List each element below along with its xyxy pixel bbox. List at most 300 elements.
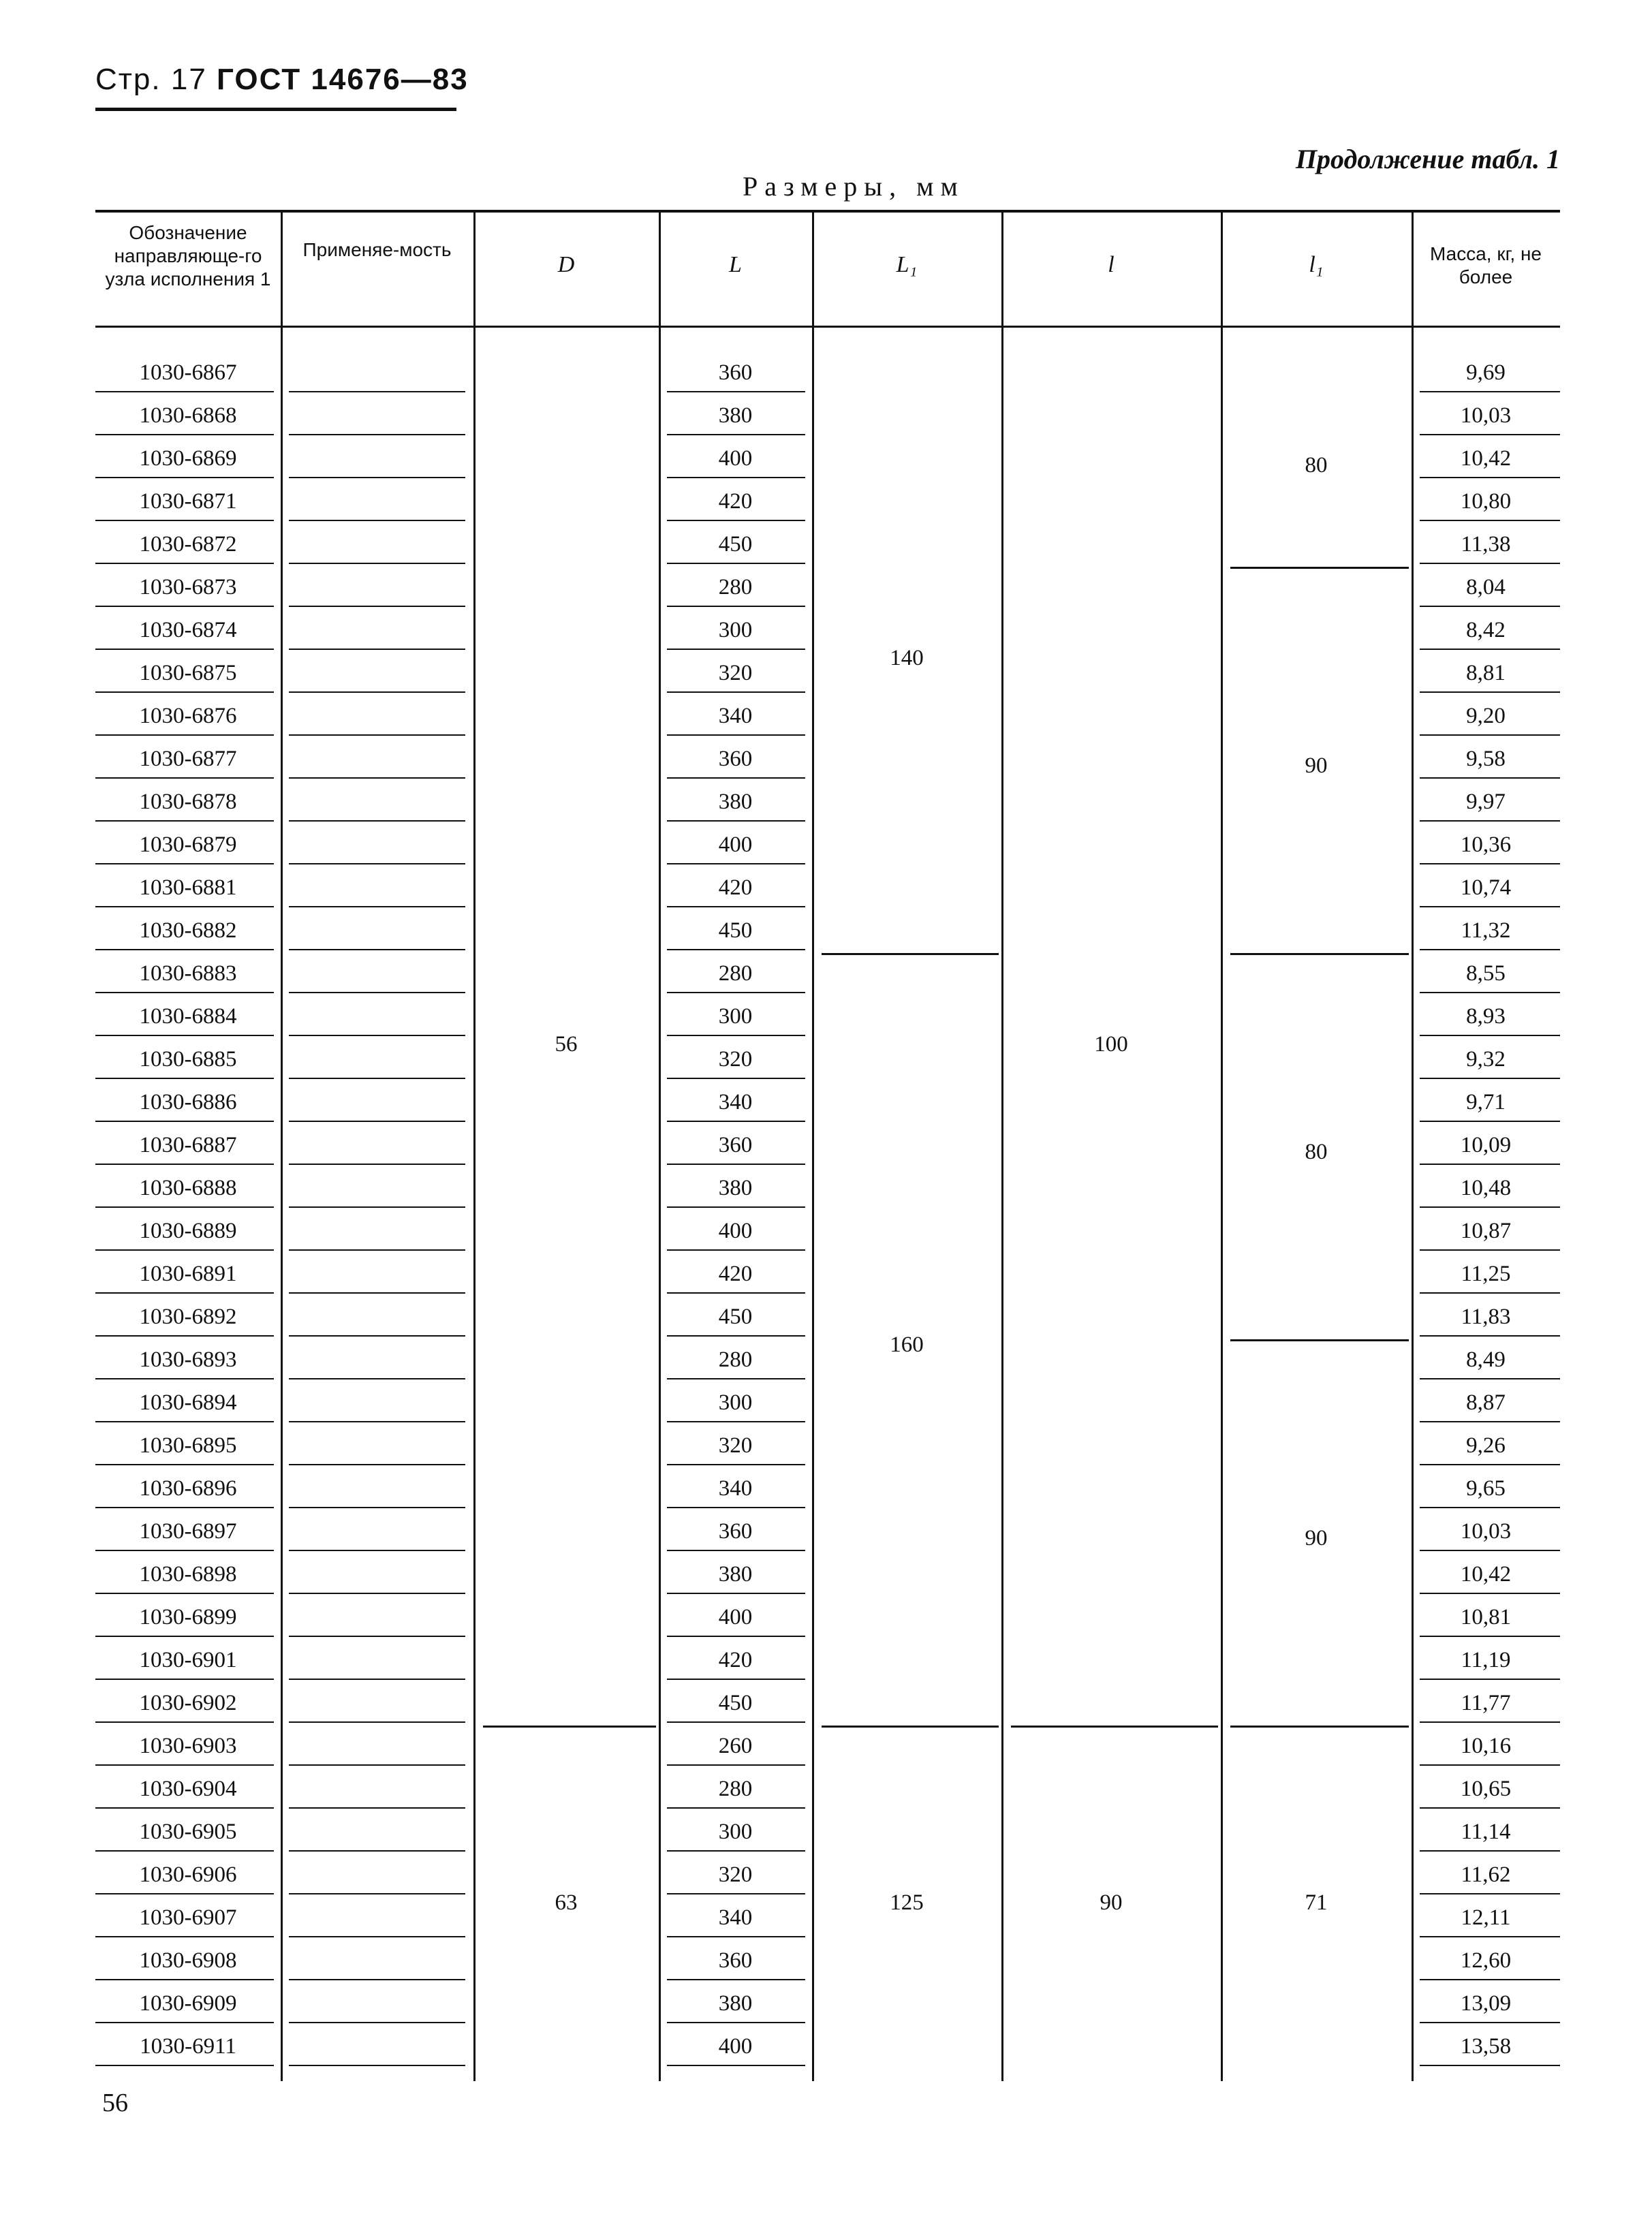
column-header-l1: L₁ bbox=[896, 252, 918, 277]
row-l-value: 300 bbox=[718, 1390, 753, 1415]
row-rule-mass bbox=[1420, 1850, 1560, 1852]
row-l-value: 280 bbox=[718, 961, 753, 986]
row-rule-mass bbox=[1420, 1764, 1560, 1766]
row-rule-l bbox=[667, 434, 805, 435]
row-mass-value: 9,65 bbox=[1466, 1476, 1506, 1501]
row-l-value: 340 bbox=[718, 1905, 753, 1930]
row-rule-designation bbox=[95, 1464, 274, 1465]
row-rule-l bbox=[667, 1550, 805, 1551]
row-rule-l bbox=[667, 1121, 805, 1122]
merged-l1-value: 160 bbox=[890, 1332, 924, 1357]
row-rule-l bbox=[667, 1078, 805, 1079]
row-rule-applicability bbox=[289, 1893, 465, 1894]
row-l-value: 260 bbox=[718, 1734, 753, 1758]
table-top-rule bbox=[95, 210, 1560, 213]
row-rule-designation bbox=[95, 1378, 274, 1379]
row-rule-l bbox=[667, 563, 805, 564]
row-designation: 1030-6902 bbox=[139, 1691, 237, 1715]
row-designation: 1030-6903 bbox=[139, 1734, 237, 1758]
row-rule-mass bbox=[1420, 777, 1560, 779]
row-rule-mass bbox=[1420, 1550, 1560, 1551]
row-rule-mass bbox=[1420, 1292, 1560, 1294]
page-number: 56 bbox=[102, 2089, 128, 2117]
row-rule-mass bbox=[1420, 1893, 1560, 1894]
row-rule-designation bbox=[95, 1206, 274, 1208]
row-mass-value: 10,03 bbox=[1460, 403, 1512, 428]
row-rule-mass bbox=[1420, 1936, 1560, 1937]
column-header-designation: Обозначение направляюще-го узла исполнения 1 bbox=[105, 222, 271, 290]
row-l-value: 420 bbox=[718, 489, 753, 514]
row-l-value: 280 bbox=[718, 1777, 753, 1801]
row-rule-mass bbox=[1420, 1593, 1560, 1594]
header-bottom-rule bbox=[95, 326, 1560, 328]
row-rule-applicability bbox=[289, 691, 465, 693]
row-mass-value: 11,62 bbox=[1461, 1862, 1511, 1887]
row-mass-value: 10,03 bbox=[1460, 1519, 1512, 1544]
column-header-l1: l₁ bbox=[1309, 252, 1324, 277]
row-mass-value: 13,58 bbox=[1460, 2034, 1512, 2059]
row-mass-value: 11,25 bbox=[1461, 1262, 1511, 1286]
row-rule-applicability bbox=[289, 1936, 465, 1937]
row-rule-designation bbox=[95, 1679, 274, 1680]
row-mass-value: 8,04 bbox=[1466, 575, 1506, 599]
row-mass-value: 13,09 bbox=[1460, 1991, 1512, 2016]
row-rule-mass bbox=[1420, 649, 1560, 650]
row-rule-l bbox=[667, 906, 805, 907]
column-separator bbox=[281, 213, 283, 2081]
row-rule-designation bbox=[95, 1035, 274, 1036]
row-designation: 1030-6877 bbox=[139, 747, 237, 771]
row-l-value: 380 bbox=[718, 1991, 753, 2016]
row-rule-designation bbox=[95, 820, 274, 822]
row-rule-applicability bbox=[289, 734, 465, 736]
row-rule-applicability bbox=[289, 649, 465, 650]
row-rule-mass bbox=[1420, 992, 1560, 993]
row-rule-designation bbox=[95, 1421, 274, 1422]
row-mass-value: 10,42 bbox=[1460, 1562, 1512, 1587]
row-designation: 1030-6906 bbox=[139, 1862, 237, 1887]
row-rule-l bbox=[667, 1979, 805, 1980]
row-rule-mass bbox=[1420, 863, 1560, 864]
row-rule-mass bbox=[1420, 1121, 1560, 1122]
row-rule-applicability bbox=[289, 1121, 465, 1122]
merged-l1-boundary bbox=[822, 1726, 999, 1728]
row-designation: 1030-6885 bbox=[139, 1047, 237, 1072]
row-rule-mass bbox=[1420, 1636, 1560, 1637]
row-rule-applicability bbox=[289, 1335, 465, 1337]
row-rule-l bbox=[667, 391, 805, 392]
row-rule-l bbox=[667, 1850, 805, 1852]
row-l-value: 320 bbox=[718, 661, 753, 685]
row-designation: 1030-6908 bbox=[139, 1948, 237, 1973]
row-rule-mass bbox=[1420, 1164, 1560, 1165]
row-rule-applicability bbox=[289, 563, 465, 564]
merged-l1-value: 90 bbox=[1305, 753, 1328, 778]
row-mass-value: 8,87 bbox=[1466, 1390, 1506, 1415]
row-rule-l bbox=[667, 2065, 805, 2066]
row-designation: 1030-6898 bbox=[139, 1562, 237, 1587]
row-rule-l bbox=[667, 1764, 805, 1766]
row-rule-designation bbox=[95, 1335, 274, 1337]
row-designation: 1030-6904 bbox=[139, 1777, 237, 1801]
row-l-value: 380 bbox=[718, 403, 753, 428]
row-rule-designation bbox=[95, 906, 274, 907]
merged-d-boundary bbox=[483, 1726, 656, 1728]
row-rule-l bbox=[667, 2022, 805, 2023]
row-rule-applicability bbox=[289, 1464, 465, 1465]
row-mass-value: 8,49 bbox=[1466, 1347, 1506, 1372]
row-rule-designation bbox=[95, 563, 274, 564]
row-rule-applicability bbox=[289, 906, 465, 907]
row-mass-value: 10,74 bbox=[1460, 875, 1512, 900]
row-rule-applicability bbox=[289, 1421, 465, 1422]
row-l-value: 320 bbox=[718, 1862, 753, 1887]
row-l-value: 400 bbox=[718, 446, 753, 471]
row-rule-designation bbox=[95, 734, 274, 736]
row-rule-l bbox=[667, 1464, 805, 1465]
row-rule-applicability bbox=[289, 520, 465, 521]
row-designation: 1030-6907 bbox=[139, 1905, 237, 1930]
row-rule-applicability bbox=[289, 2065, 465, 2066]
row-designation: 1030-6909 bbox=[139, 1991, 237, 2016]
row-designation: 1030-6879 bbox=[139, 832, 237, 857]
row-l-value: 300 bbox=[718, 1004, 753, 1029]
row-rule-designation bbox=[95, 1936, 274, 1937]
row-l-value: 340 bbox=[718, 704, 753, 728]
row-rule-mass bbox=[1420, 1464, 1560, 1465]
row-rule-applicability bbox=[289, 1593, 465, 1594]
merged-d-value: 56 bbox=[555, 1032, 578, 1057]
row-rule-designation bbox=[95, 992, 274, 993]
row-l-value: 340 bbox=[718, 1090, 753, 1114]
row-mass-value: 9,58 bbox=[1466, 747, 1506, 771]
merged-l1-value: 90 bbox=[1305, 1525, 1328, 1550]
row-rule-designation bbox=[95, 1507, 274, 1508]
merged-l1-value: 80 bbox=[1305, 452, 1328, 478]
row-rule-mass bbox=[1420, 1335, 1560, 1337]
row-designation: 1030-6883 bbox=[139, 961, 237, 986]
row-rule-mass bbox=[1420, 1507, 1560, 1508]
row-mass-value: 9,97 bbox=[1466, 790, 1506, 814]
row-l-value: 320 bbox=[718, 1433, 753, 1458]
row-rule-l bbox=[667, 477, 805, 478]
standard-label: ГОСТ bbox=[217, 63, 302, 96]
row-mass-value: 8,42 bbox=[1466, 618, 1506, 642]
row-mass-value: 12,11 bbox=[1461, 1905, 1511, 1930]
row-rule-l bbox=[667, 1636, 805, 1637]
column-separator bbox=[473, 213, 476, 2081]
row-rule-designation bbox=[95, 1550, 274, 1551]
merged-l1-value: 71 bbox=[1305, 1890, 1328, 1915]
row-l-value: 450 bbox=[718, 1691, 753, 1715]
row-rule-l bbox=[667, 1292, 805, 1294]
row-rule-designation bbox=[95, 1292, 274, 1294]
row-rule-applicability bbox=[289, 992, 465, 993]
row-rule-mass bbox=[1420, 1249, 1560, 1251]
row-rule-designation bbox=[95, 1721, 274, 1723]
row-rule-l bbox=[667, 606, 805, 607]
row-mass-value: 10,81 bbox=[1460, 1605, 1512, 1629]
row-rule-l bbox=[667, 863, 805, 864]
row-rule-l bbox=[667, 734, 805, 736]
row-l-value: 340 bbox=[718, 1476, 753, 1501]
row-rule-mass bbox=[1420, 820, 1560, 822]
row-designation: 1030-6891 bbox=[139, 1262, 237, 1286]
row-rule-l bbox=[667, 1721, 805, 1723]
column-separator bbox=[1221, 213, 1223, 2081]
row-l-value: 300 bbox=[718, 618, 753, 642]
row-designation: 1030-6868 bbox=[139, 403, 237, 428]
row-mass-value: 9,69 bbox=[1466, 360, 1506, 385]
column-separator bbox=[659, 213, 661, 2081]
row-rule-mass bbox=[1420, 1807, 1560, 1809]
row-rule-applicability bbox=[289, 1550, 465, 1551]
row-mass-value: 11,32 bbox=[1461, 918, 1511, 943]
row-rule-applicability bbox=[289, 1292, 465, 1294]
row-l-value: 400 bbox=[718, 832, 753, 857]
row-rule-mass bbox=[1420, 949, 1560, 950]
row-rule-mass bbox=[1420, 2065, 1560, 2066]
row-l-value: 360 bbox=[718, 1948, 753, 1973]
row-l-value: 360 bbox=[718, 1519, 753, 1544]
row-rule-designation bbox=[95, 1636, 274, 1637]
row-rule-designation bbox=[95, 691, 274, 693]
row-l-value: 360 bbox=[718, 747, 753, 771]
row-rule-mass bbox=[1420, 1979, 1560, 1980]
row-rule-designation bbox=[95, 863, 274, 864]
row-designation: 1030-6893 bbox=[139, 1347, 237, 1372]
row-rule-designation bbox=[95, 649, 274, 650]
row-mass-value: 11,77 bbox=[1461, 1691, 1511, 1715]
row-designation: 1030-6886 bbox=[139, 1090, 237, 1114]
row-rule-designation bbox=[95, 1807, 274, 1809]
row-rule-mass bbox=[1420, 2022, 1560, 2023]
row-rule-applicability bbox=[289, 1764, 465, 1766]
row-mass-value: 11,38 bbox=[1461, 532, 1511, 557]
row-rule-designation bbox=[95, 391, 274, 392]
column-header-l: l bbox=[1108, 252, 1115, 277]
row-mass-value: 10,16 bbox=[1460, 1734, 1512, 1758]
row-rule-l bbox=[667, 1936, 805, 1937]
row-rule-mass bbox=[1420, 1679, 1560, 1680]
row-rule-mass bbox=[1420, 520, 1560, 521]
row-mass-value: 11,83 bbox=[1461, 1305, 1511, 1329]
row-designation: 1030-6897 bbox=[139, 1519, 237, 1544]
row-designation: 1030-6901 bbox=[139, 1648, 237, 1672]
row-designation: 1030-6874 bbox=[139, 618, 237, 642]
row-l-value: 280 bbox=[718, 1347, 753, 1372]
row-rule-l bbox=[667, 520, 805, 521]
row-l-value: 400 bbox=[718, 1605, 753, 1629]
row-mass-value: 10,87 bbox=[1460, 1219, 1512, 1243]
row-rule-designation bbox=[95, 520, 274, 521]
row-rule-applicability bbox=[289, 863, 465, 864]
merged-d-value: 63 bbox=[555, 1890, 578, 1915]
header-underline bbox=[95, 108, 456, 111]
row-rule-mass bbox=[1420, 1206, 1560, 1208]
row-rule-l bbox=[667, 1035, 805, 1036]
row-designation: 1030-6896 bbox=[139, 1476, 237, 1501]
row-rule-designation bbox=[95, 1593, 274, 1594]
table-continuation-note: Продолжение табл. 1 bbox=[1295, 144, 1560, 174]
row-rule-designation bbox=[95, 1979, 274, 1980]
row-rule-l bbox=[667, 691, 805, 693]
row-l-value: 450 bbox=[718, 1305, 753, 1329]
column-header-applicability: Применяе-мость bbox=[302, 239, 452, 260]
row-mass-value: 11,14 bbox=[1461, 1820, 1511, 1844]
row-l-value: 450 bbox=[718, 918, 753, 943]
row-rule-applicability bbox=[289, 1807, 465, 1809]
row-mass-value: 9,32 bbox=[1466, 1047, 1506, 1072]
row-designation: 1030-6882 bbox=[139, 918, 237, 943]
row-l-value: 300 bbox=[718, 1820, 753, 1844]
row-rule-designation bbox=[95, 1893, 274, 1894]
row-designation: 1030-6892 bbox=[139, 1305, 237, 1329]
row-rule-applicability bbox=[289, 1679, 465, 1680]
merged-l1-value: 125 bbox=[890, 1890, 924, 1915]
row-designation: 1030-6869 bbox=[139, 446, 237, 471]
row-rule-l bbox=[667, 820, 805, 822]
row-rule-applicability bbox=[289, 1249, 465, 1251]
row-rule-designation bbox=[95, 2022, 274, 2023]
row-l-value: 420 bbox=[718, 1648, 753, 1672]
row-rule-l bbox=[667, 777, 805, 779]
row-rule-applicability bbox=[289, 391, 465, 392]
row-rule-l bbox=[667, 1335, 805, 1337]
row-mass-value: 9,20 bbox=[1466, 704, 1506, 728]
row-rule-l bbox=[667, 1807, 805, 1809]
row-rule-applicability bbox=[289, 1636, 465, 1637]
row-rule-applicability bbox=[289, 777, 465, 779]
row-rule-mass bbox=[1420, 563, 1560, 564]
merged-l1-boundary bbox=[822, 953, 999, 955]
merged-l1-value: 80 bbox=[1305, 1139, 1328, 1164]
row-rule-applicability bbox=[289, 820, 465, 822]
row-designation: 1030-6884 bbox=[139, 1004, 237, 1029]
row-rule-l bbox=[667, 649, 805, 650]
row-rule-designation bbox=[95, 477, 274, 478]
row-l-value: 360 bbox=[718, 1133, 753, 1157]
row-rule-l bbox=[667, 1206, 805, 1208]
merged-l-value: 90 bbox=[1100, 1890, 1123, 1915]
row-rule-mass bbox=[1420, 1035, 1560, 1036]
row-rule-designation bbox=[95, 2065, 274, 2066]
row-designation: 1030-6871 bbox=[139, 489, 237, 514]
row-l-value: 400 bbox=[718, 2034, 753, 2059]
merged-l1-boundary bbox=[1230, 567, 1409, 569]
merged-l1-boundary bbox=[1230, 1339, 1409, 1341]
column-header-l: L bbox=[729, 252, 742, 277]
row-rule-mass bbox=[1420, 477, 1560, 478]
column-separator bbox=[1001, 213, 1003, 2081]
row-rule-designation bbox=[95, 777, 274, 779]
row-rule-l bbox=[667, 1679, 805, 1680]
row-rule-designation bbox=[95, 1249, 274, 1251]
units-caption: Размеры, мм bbox=[743, 171, 965, 202]
merged-l-boundary bbox=[1011, 1726, 1218, 1728]
row-rule-mass bbox=[1420, 606, 1560, 607]
row-mass-value: 10,65 bbox=[1460, 1777, 1512, 1801]
row-rule-mass bbox=[1420, 391, 1560, 392]
row-rule-designation bbox=[95, 434, 274, 435]
row-designation: 1030-6888 bbox=[139, 1176, 237, 1200]
row-mass-value: 10,09 bbox=[1460, 1133, 1512, 1157]
row-rule-mass bbox=[1420, 906, 1560, 907]
row-rule-designation bbox=[95, 1121, 274, 1122]
row-rule-applicability bbox=[289, 1206, 465, 1208]
row-mass-value: 10,36 bbox=[1460, 832, 1512, 857]
row-rule-mass bbox=[1420, 1721, 1560, 1723]
row-l-value: 360 bbox=[718, 360, 753, 385]
column-header-mass: Масса, кг, не более bbox=[1430, 243, 1542, 287]
row-rule-applicability bbox=[289, 1378, 465, 1379]
row-rule-l bbox=[667, 992, 805, 993]
row-rule-mass bbox=[1420, 734, 1560, 736]
row-l-value: 400 bbox=[718, 1219, 753, 1243]
row-rule-applicability bbox=[289, 949, 465, 950]
row-designation: 1030-6911 bbox=[140, 2034, 236, 2059]
row-designation: 1030-6875 bbox=[139, 661, 237, 685]
row-rule-applicability bbox=[289, 1078, 465, 1079]
row-rule-mass bbox=[1420, 1378, 1560, 1379]
row-mass-value: 10,42 bbox=[1460, 446, 1512, 471]
row-designation: 1030-6876 bbox=[139, 704, 237, 728]
column-separator bbox=[812, 213, 814, 2081]
row-rule-applicability bbox=[289, 477, 465, 478]
row-rule-l bbox=[667, 1421, 805, 1422]
row-mass-value: 8,55 bbox=[1466, 961, 1506, 986]
row-rule-l bbox=[667, 949, 805, 950]
row-designation: 1030-6878 bbox=[139, 790, 237, 814]
row-rule-designation bbox=[95, 949, 274, 950]
row-l-value: 450 bbox=[718, 532, 753, 557]
row-rule-l bbox=[667, 1164, 805, 1165]
row-l-value: 380 bbox=[718, 790, 753, 814]
row-designation: 1030-6899 bbox=[139, 1605, 237, 1629]
column-separator bbox=[1412, 213, 1414, 2081]
row-rule-applicability bbox=[289, 1850, 465, 1852]
row-designation: 1030-6867 bbox=[139, 360, 237, 385]
row-l-value: 320 bbox=[718, 1047, 753, 1072]
row-rule-designation bbox=[95, 1078, 274, 1079]
merged-l-value: 100 bbox=[1094, 1032, 1128, 1057]
row-mass-value: 12,60 bbox=[1460, 1948, 1512, 1973]
row-designation: 1030-6872 bbox=[139, 532, 237, 557]
merged-l1-boundary bbox=[1230, 953, 1409, 955]
merged-l1-value: 140 bbox=[890, 646, 924, 670]
row-rule-applicability bbox=[289, 1164, 465, 1165]
row-rule-designation bbox=[95, 606, 274, 607]
row-l-value: 420 bbox=[718, 875, 753, 900]
row-mass-value: 9,71 bbox=[1466, 1090, 1506, 1114]
page-label: Стр. 17 bbox=[95, 63, 207, 96]
row-mass-value: 9,26 bbox=[1466, 1433, 1506, 1458]
row-designation: 1030-6881 bbox=[139, 875, 237, 900]
row-rule-designation bbox=[95, 1850, 274, 1852]
column-header-d: D bbox=[557, 252, 575, 277]
row-designation: 1030-6905 bbox=[139, 1820, 237, 1844]
row-mass-value: 8,81 bbox=[1466, 661, 1506, 685]
row-rule-l bbox=[667, 1249, 805, 1251]
row-rule-designation bbox=[95, 1764, 274, 1766]
row-designation: 1030-6887 bbox=[139, 1133, 237, 1157]
row-mass-value: 10,80 bbox=[1460, 489, 1512, 514]
row-l-value: 280 bbox=[718, 575, 753, 599]
row-rule-applicability bbox=[289, 1035, 465, 1036]
row-rule-l bbox=[667, 1593, 805, 1594]
row-rule-applicability bbox=[289, 1979, 465, 1980]
row-rule-applicability bbox=[289, 1507, 465, 1508]
